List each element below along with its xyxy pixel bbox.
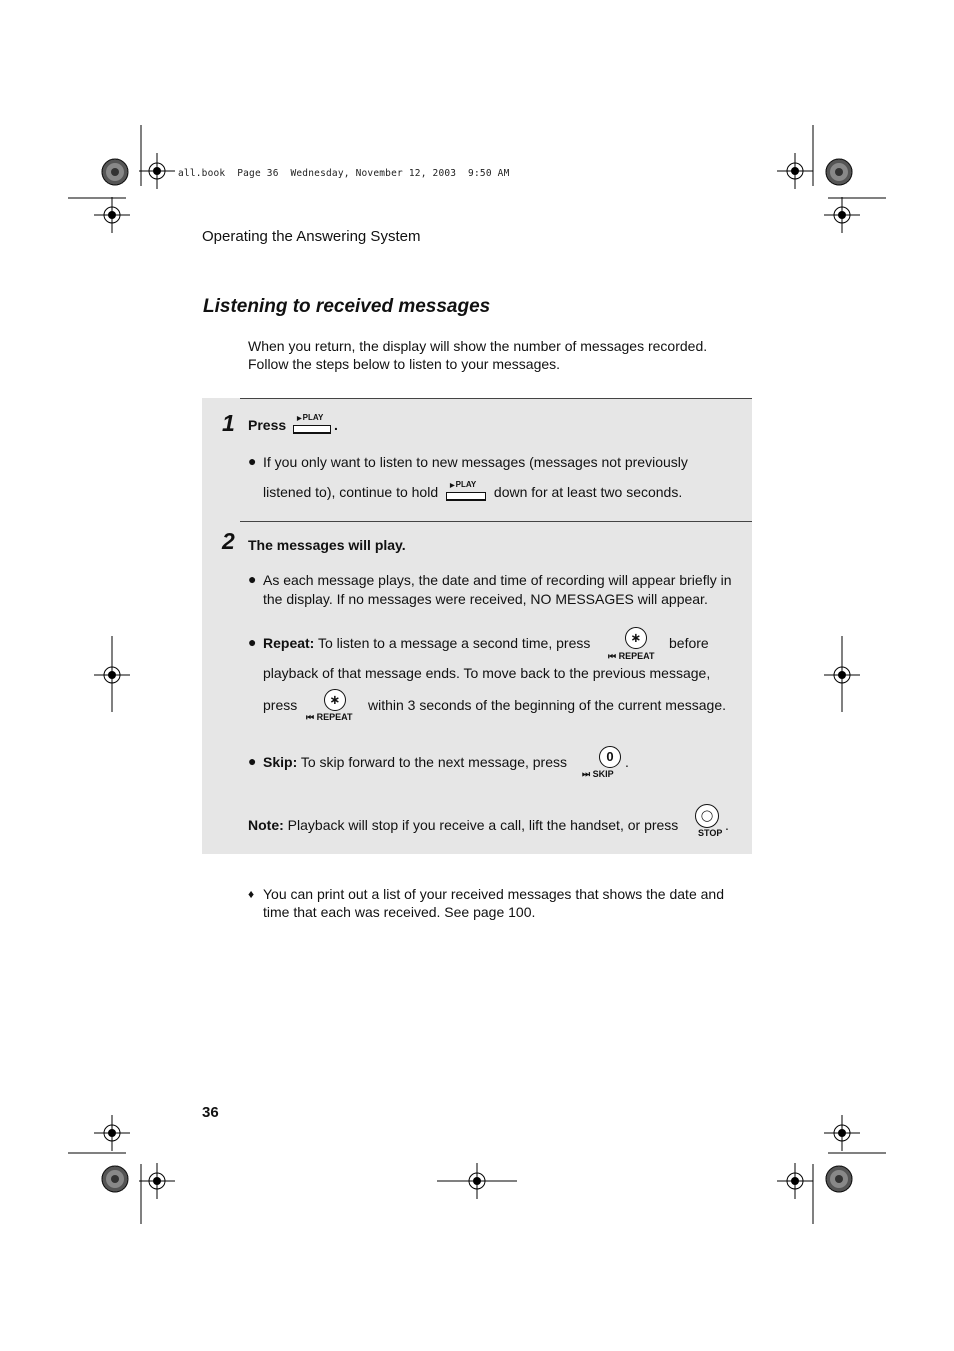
step-number: 2: [222, 528, 235, 554]
skip-period: .: [625, 754, 629, 770]
stop-key-icon: ◯: [695, 804, 719, 828]
play-button-icon: [293, 413, 331, 433]
repeat-text: before: [669, 635, 709, 651]
intro-line: Follow the steps below to listen to your messages.: [248, 356, 561, 372]
print-list-line: You can print out a list of your received messages that shows the date and: [263, 886, 724, 902]
intro-line: When you return, the display will show the number of messages recorded.: [248, 338, 708, 354]
note-period: .: [725, 817, 729, 833]
step1-bullet-text: down for at least two seconds.: [493, 484, 683, 500]
skip-line: [263, 754, 567, 770]
page-number: 36: [202, 1104, 219, 1121]
bullet-dot: ●: [248, 634, 257, 650]
step-divider: [240, 398, 752, 399]
slug-line: all.book Page 36 Wednesday, November 12, 2003 9:50 AM: [178, 168, 510, 179]
skip-key-label: ⏭︎ SKIP: [582, 769, 614, 779]
section-title: Listening to received messages: [203, 296, 491, 317]
step-heading: The messages will play.: [248, 537, 406, 553]
play-button-icon: [446, 480, 486, 500]
repeat-text: To listen to a message a second time, press: [318, 635, 591, 651]
step2-bullet-line: As each message plays, the date and time of recording will appear briefly in: [263, 572, 732, 588]
step-heading: [248, 413, 338, 433]
running-head: Operating the Answering System: [202, 228, 421, 245]
step-period: .: [334, 417, 338, 433]
repeat-key-label: ⏮︎ REPEAT: [306, 712, 353, 722]
skip-label: Skip:: [263, 754, 298, 770]
repeat-text: press: [263, 697, 298, 713]
repeat-line: [263, 635, 590, 651]
step1-bullet-line: [263, 480, 683, 500]
step-number: 1: [222, 410, 235, 436]
bullet-dot: ●: [248, 571, 257, 587]
note-label: Note:: [248, 817, 284, 833]
skip-key-icon: 0: [599, 746, 621, 768]
repeat-key-label: ⏮︎ REPEAT: [608, 651, 655, 661]
bullet-dot: ●: [248, 453, 257, 469]
skip-text: To skip forward to the next message, press: [300, 754, 567, 770]
diamond-bullet-icon: ♦: [248, 887, 255, 901]
intro-paragraph: [248, 337, 748, 373]
play-key-label: ▶ PLAY: [297, 413, 323, 422]
repeat-label: Repeat:: [263, 635, 315, 651]
play-key-label: ▶ PLAY: [450, 480, 476, 489]
note-line: [248, 817, 678, 833]
steps-box: [202, 398, 752, 854]
repeat-line: playback of that message ends. To move back to the previous message,: [263, 665, 711, 681]
step1-bullet-line: If you only want to listen to new messages (messages not previously: [263, 454, 688, 470]
step1-bullet-text: listened to), continue to hold: [263, 484, 439, 500]
stop-key-label: STOP: [698, 828, 723, 838]
step2-bullet-line: the display. If no messages were received, NO MESSAGES will appear.: [263, 591, 708, 607]
repeat-text: within 3 seconds of the beginning of the current message.: [368, 697, 726, 713]
repeat-key-icon: ∗: [324, 689, 346, 711]
step-divider: [240, 521, 752, 522]
bullet-dot: ●: [248, 753, 257, 769]
print-list-line: time that each was received. See page 100.: [263, 904, 536, 920]
repeat-key-icon: ∗: [625, 627, 647, 649]
step-heading-text: Press: [248, 417, 287, 433]
note-text: Playback will stop if you receive a call, lift the handset, or press: [287, 817, 679, 833]
